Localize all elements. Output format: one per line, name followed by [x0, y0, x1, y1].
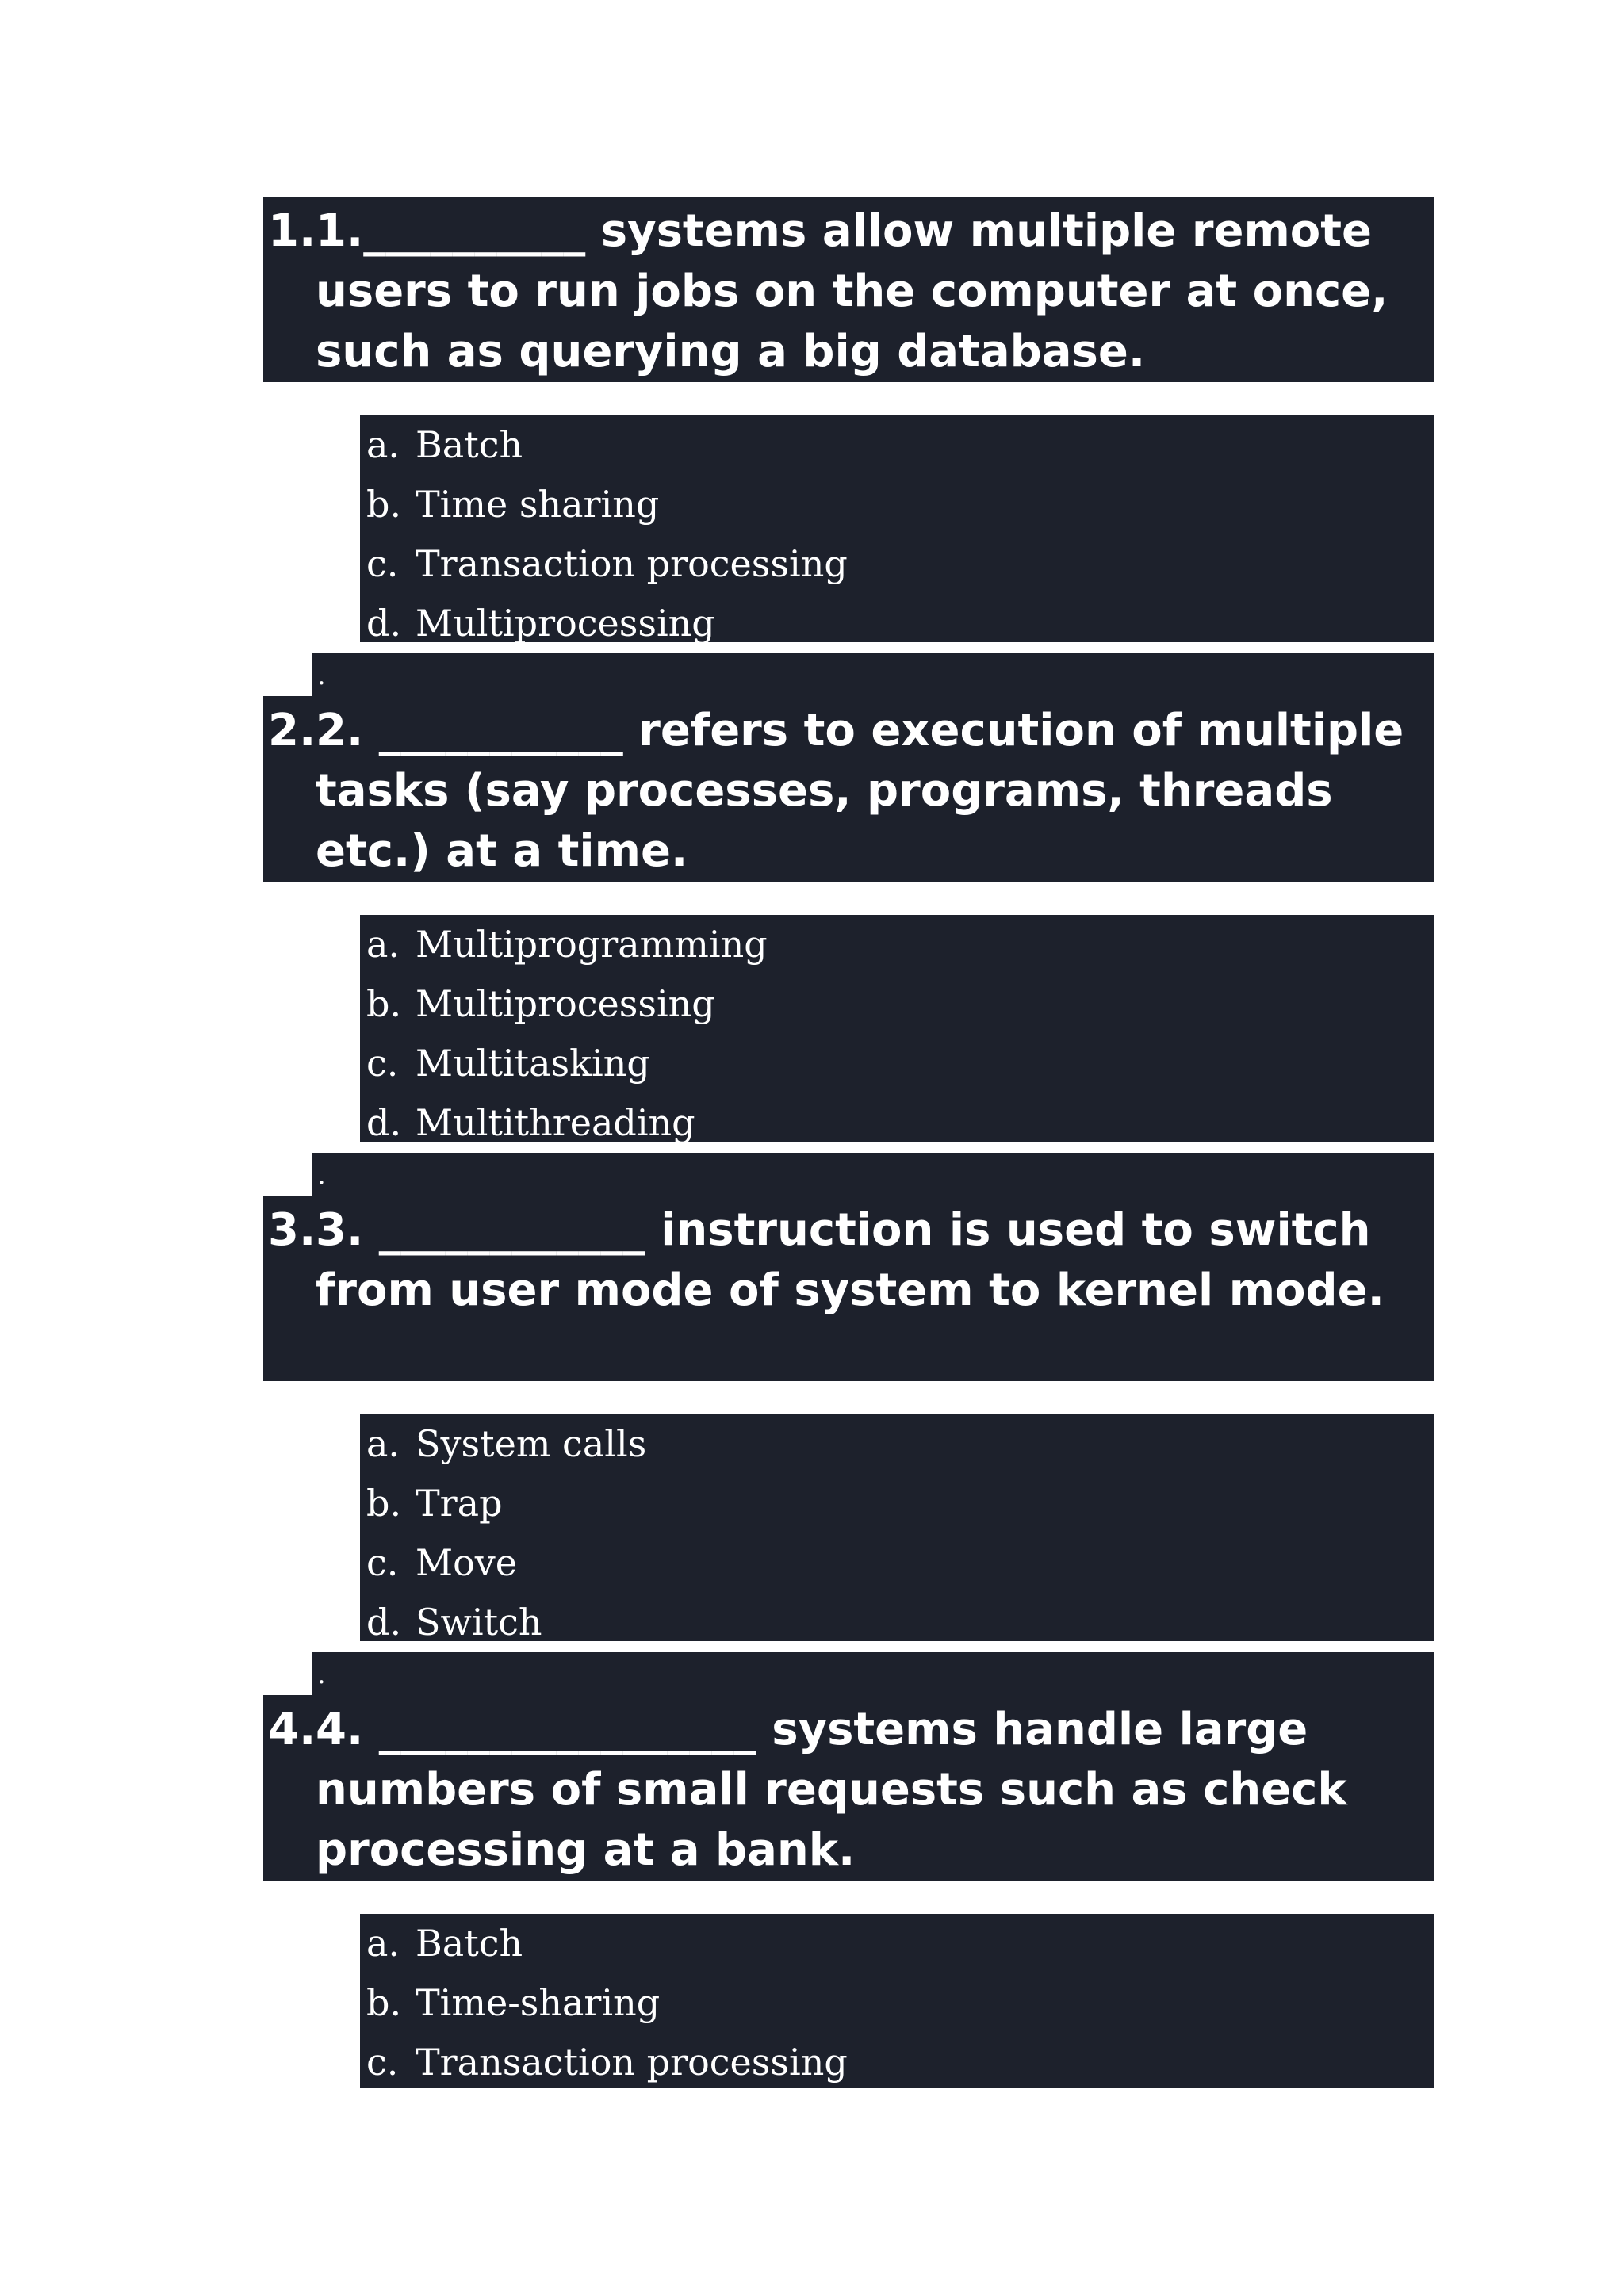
option-label: Batch — [416, 1922, 523, 1965]
question-4-options — [360, 1914, 1434, 2088]
question-2-outer-number: 2. — [268, 705, 316, 756]
option-letter: d. — [366, 1101, 402, 1144]
option-1c[interactable] — [366, 534, 1434, 594]
option-2b[interactable] — [366, 974, 1434, 1034]
question-2-options — [360, 915, 1434, 1142]
option-label: Batch — [416, 423, 523, 466]
option-label: Multiprocessing — [416, 602, 715, 645]
question-1 — [263, 197, 1434, 382]
option-label: Multiprocessing — [416, 982, 715, 1025]
option-1a[interactable] — [366, 415, 1434, 475]
option-letter: a. — [366, 1422, 400, 1465]
option-2d[interactable] — [366, 1093, 1434, 1153]
question-2 — [263, 696, 1434, 882]
question-3 — [263, 1196, 1434, 1381]
option-2a[interactable] — [366, 915, 1434, 974]
question-1-options — [360, 415, 1434, 645]
option-label: Multitasking — [416, 1042, 650, 1085]
option-label: Move — [416, 1541, 518, 1584]
option-letter: a. — [366, 923, 400, 966]
option-letter: b. — [366, 982, 402, 1025]
option-1d[interactable] — [366, 594, 1434, 653]
option-label: Multiprogramming — [416, 923, 768, 966]
option-letter: c. — [366, 1541, 399, 1584]
question-1-outer-number: 1. — [268, 205, 316, 257]
question-3-outer-number: 3. — [268, 1204, 316, 1256]
question-1-text: 1.__________ systems allow multiple remote users to run jobs on the computer at once, such as querying a big database. — [316, 205, 1404, 377]
option-1b[interactable] — [366, 475, 1434, 534]
option-letter: a. — [366, 1922, 400, 1965]
option-3b[interactable] — [366, 1474, 1434, 1533]
option-letter: a. — [366, 423, 400, 466]
option-label: Multithreading — [416, 1101, 695, 1144]
option-label: Time sharing — [416, 483, 660, 526]
option-label: Trap — [416, 1482, 503, 1525]
question-3-trailing-dot: . — [312, 1652, 1434, 1700]
option-label: Transaction processing — [416, 2041, 848, 2084]
option-letter: d. — [366, 602, 402, 645]
option-label: Switch — [416, 1601, 542, 1644]
option-label: Transaction processing — [416, 542, 848, 585]
question-2-trailing-dot: . — [312, 1153, 1434, 1200]
option-letter: c. — [366, 542, 399, 585]
option-4b[interactable] — [366, 1973, 1434, 2033]
option-letter: d. — [366, 1601, 402, 1644]
option-label: Time-sharing — [416, 1981, 661, 2024]
question-1-trailing-dot: . — [312, 653, 1434, 701]
option-letter: b. — [366, 1482, 402, 1525]
question-4-outer-number: 4. — [268, 1704, 316, 1755]
option-3c[interactable] — [366, 1533, 1434, 1593]
option-letter: c. — [366, 1042, 399, 1085]
option-4c[interactable] — [366, 2033, 1434, 2092]
question-4-text: 4. _________________ systems handle large numbers of small requests such as check processing at a bank. — [316, 1704, 1363, 1876]
option-3a[interactable] — [366, 1414, 1434, 1474]
option-2c[interactable] — [366, 1034, 1434, 1093]
option-letter: c. — [366, 2041, 399, 2084]
option-letter: b. — [366, 483, 402, 526]
option-4a[interactable] — [366, 1914, 1434, 1973]
question-4 — [263, 1695, 1434, 1881]
question-2-text: 2. ___________ refers to execution of multiple tasks (say processes, programs, threads etc.) at a time. — [316, 705, 1419, 877]
option-3d[interactable] — [366, 1593, 1434, 1652]
question-3-options — [360, 1414, 1434, 1644]
option-label: System calls — [416, 1422, 647, 1465]
option-letter: b. — [366, 1981, 402, 2024]
question-3-text: 3. ____________ instruction is used to switch from user mode of system to kernel mode. — [316, 1204, 1386, 1316]
